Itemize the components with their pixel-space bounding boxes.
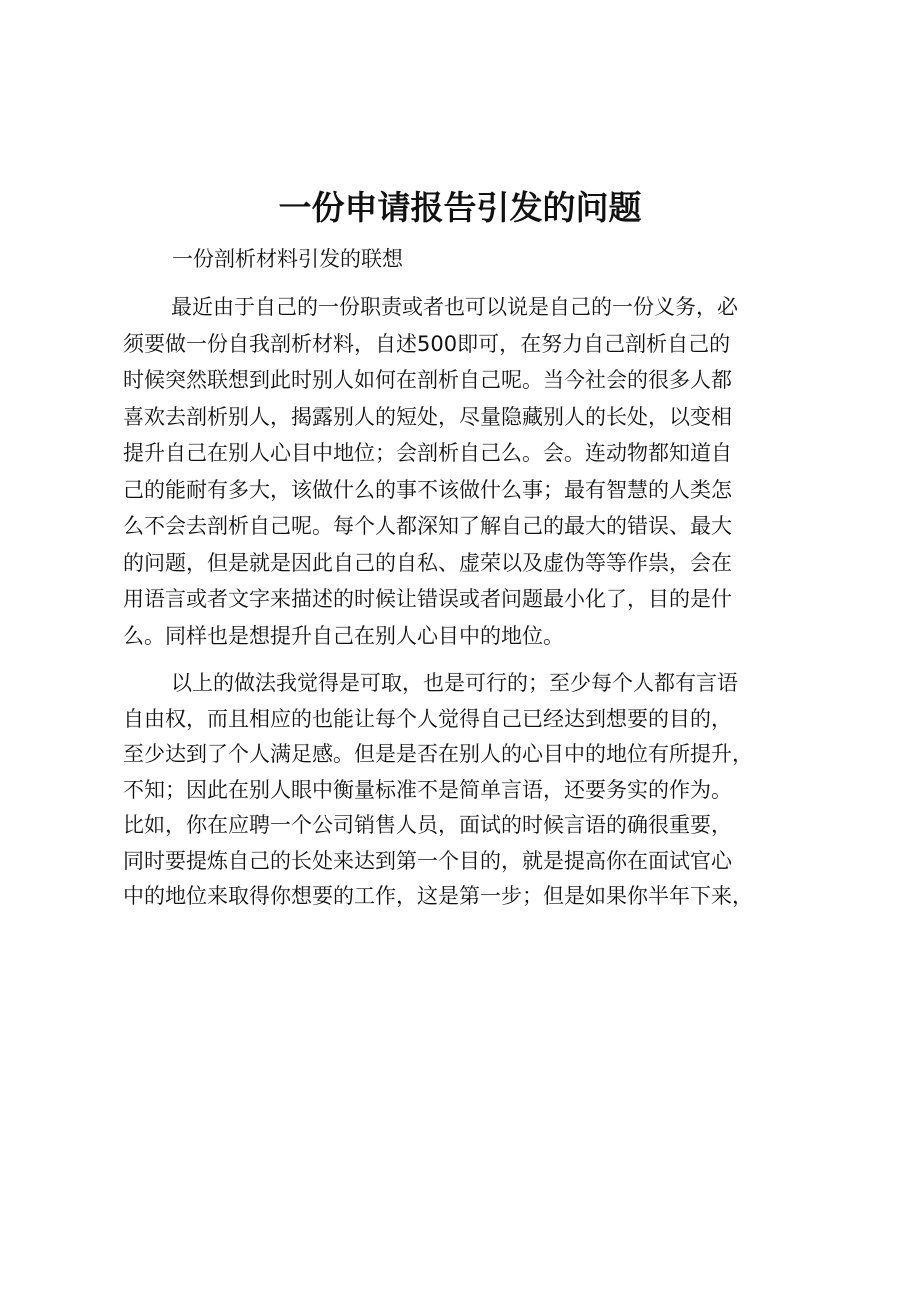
paragraph-line: 时候突然联想到此时别人如何在剖析自己呢。当今社会的很多人都 [123, 368, 732, 392]
subtitle: 一份剖析材料引发的联想 [172, 247, 403, 271]
paragraph-line: 至少达到了个人满足感。但是是否在别人的心目中的地位有所提升， [123, 742, 753, 766]
paragraph-line: 同时要提炼自己的长处来达到第一个目的，就是提高你在面试官心 [123, 848, 732, 873]
paragraph-line: 用语言或者文字来描述的时候让错误或者问题最小化了，目的是什 [123, 587, 732, 611]
page-title: 一份申请报告引发的问题 [278, 188, 642, 227]
paragraph-line: 提升自己在别人心目中地位；会剖析自己么。会。连动物都知道自 [123, 441, 732, 465]
document-body [123, 289, 813, 915]
paragraph-line: 么不会去剖析自己呢。每个人都深知了解自己的最大的错误、最大 [123, 514, 732, 538]
paragraph-line: 中的地位来取得你想要的工作，这是第一步；但是如果你半年下来， [123, 884, 753, 908]
paragraph-line: 以上的做法我觉得是可取，也是可行的；至少每个人都有言语 [171, 671, 738, 695]
paragraph-gap [123, 654, 813, 666]
paragraph-line: 最近由于自己的一份职责或者也可以说是自己的一份义务，必 [171, 295, 738, 319]
paragraph-line: 己的能耐有多大，该做什么的事不该做什么事；最有智慧的人类怎 [123, 477, 732, 502]
paragraph-line: 不知；因此在别人眼中衡量标准不是简单言语，还要务实的作为。 [123, 777, 732, 802]
paragraph-line: 的问题，但是就是因此自己的自私、虚荣以及虚伪等等作祟，会在 [123, 550, 732, 575]
paragraph-line: 须要做一份自我剖析材料，自述500即可，在努力自己剖析自己的 [123, 331, 731, 356]
paragraph-line: 比如，你在应聘一个公司销售人员，面试的时候言语的确很重要， [123, 813, 732, 837]
paragraph-line: 自由权，而且相应的也能让每个人觉得自己已经达到想要的目的， [123, 706, 732, 731]
paragraph-line: 喜欢去剖析别人，揭露别人的短处，尽量隐藏别人的长处，以变相 [123, 404, 732, 429]
paragraph-line: 么。同样也是想提升自己在别人心目中的地位。 [123, 623, 564, 648]
